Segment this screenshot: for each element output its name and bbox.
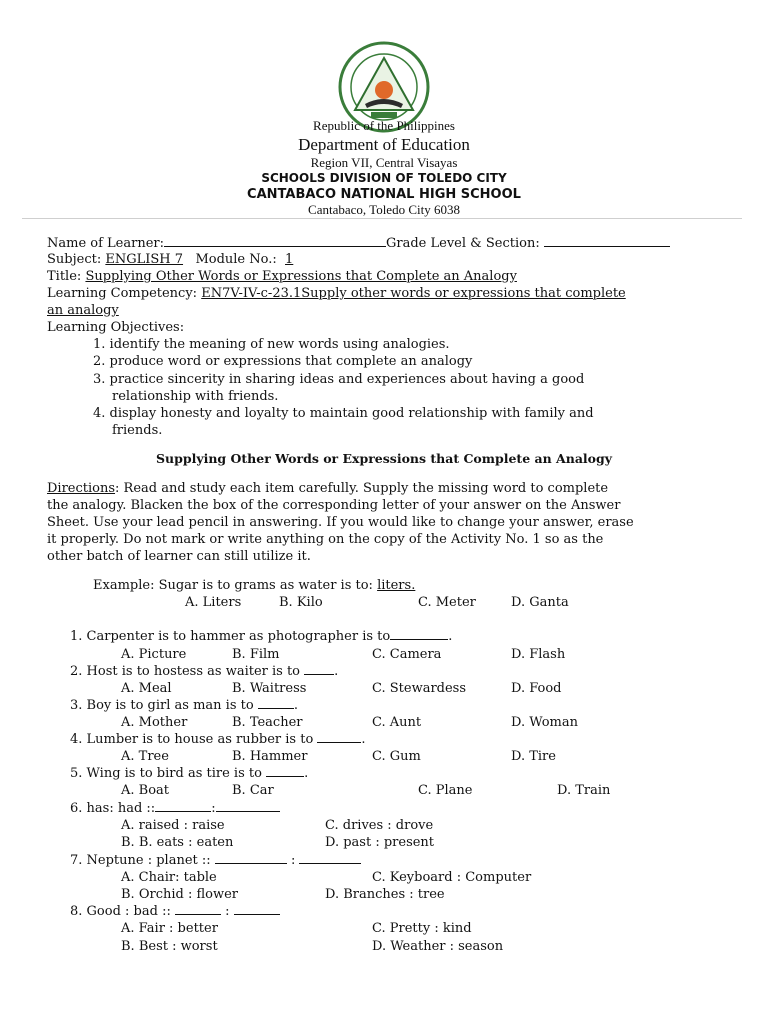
question-period: . — [448, 629, 453, 644]
choice-a: A. Meal — [121, 681, 172, 696]
question-2 — [70, 663, 338, 680]
choice-b: B. B. eats : eaten — [121, 835, 234, 850]
analogy-separator: : — [225, 904, 230, 919]
analogy-separator: : — [211, 801, 216, 816]
answer-blank[interactable] — [390, 628, 448, 640]
answer-blank[interactable] — [155, 800, 211, 812]
choice-c: C. Aunt — [372, 715, 422, 730]
question-5 — [70, 765, 308, 782]
question-7 — [70, 852, 361, 869]
example-choice-b: B. Kilo — [279, 595, 323, 610]
objective-item: 4. display honesty and loyalty to maintain good relationship with family and — [93, 406, 594, 421]
choice-a: A. Boat — [121, 783, 170, 798]
competency-row — [47, 285, 626, 302]
question-8 — [70, 903, 280, 920]
choice-b: B. Car — [232, 783, 274, 798]
section-title: Supplying Other Words or Expressions that Complete an Analogy — [155, 451, 613, 466]
choice-c: C. drives : drove — [325, 818, 434, 833]
choice-a: A. Chair: table — [121, 870, 217, 885]
choice-c: C. Pretty : kind — [372, 921, 472, 936]
choice-b: B. Hammer — [232, 749, 308, 764]
title-label: Title: — [47, 269, 82, 284]
choice-c: C. Stewardess — [372, 681, 467, 696]
question-3 — [70, 697, 298, 714]
analogy-separator: : — [290, 853, 296, 868]
answer-blank[interactable] — [317, 731, 361, 743]
competency-label: Learning Competency: — [47, 286, 198, 301]
choice-d: D. Tire — [511, 749, 556, 764]
answer-blank[interactable] — [266, 765, 304, 777]
question-period: . — [293, 698, 298, 713]
choice-a: A. raised : raise — [121, 818, 225, 833]
question-text: 5. Wing is to bird as tire is to — [70, 766, 262, 781]
title-value: Supplying Other Words or Expressions that Complete an Analogy — [85, 269, 517, 284]
title-row — [47, 268, 517, 285]
question-text: 2. Host is to hostess as waiter is to — [70, 664, 301, 679]
choice-d: D. Flash — [511, 647, 566, 662]
answer-blank[interactable] — [304, 663, 334, 675]
question-period: . — [361, 732, 366, 747]
header-division: SCHOOLS DIVISION OF TOLEDO CITY — [261, 171, 507, 185]
choice-d: D. Weather : season — [372, 939, 504, 954]
question-text: 6. has: had :: — [70, 801, 156, 816]
choice-c: C. Plane — [418, 783, 473, 798]
answer-blank[interactable] — [234, 903, 280, 915]
objectives-label: Learning Objectives: — [47, 320, 185, 335]
name-row — [47, 235, 670, 252]
name-label: Name of Learner: — [47, 236, 164, 251]
example-question: Example: Sugar is to grams as water is to: — [93, 578, 373, 593]
name-blank[interactable] — [164, 235, 386, 247]
choice-c: C. Camera — [372, 647, 442, 662]
module-label: Module No.: — [195, 252, 277, 267]
question-text: 8. Good : bad :: — [70, 904, 171, 919]
header-region: Region VII, Central Visayas — [310, 155, 458, 170]
directions-label: Directions — [47, 481, 116, 496]
answer-blank[interactable] — [216, 800, 280, 812]
question-text: 7. Neptune : planet :: — [70, 853, 211, 868]
subject-label: Subject: — [47, 252, 102, 267]
objective-item: 3. practice sincerity in sharing ideas and experiences about having a good — [93, 372, 585, 387]
directions-line: the analogy. Blacken the box of the corresponding letter of your answer on the Answer — [47, 498, 621, 513]
choice-c: C. Gum — [372, 749, 421, 764]
choice-a: A. Fair : better — [121, 921, 218, 936]
module-value: 1 — [285, 252, 294, 267]
header-address: Cantabaco, Toledo City 6038 — [308, 202, 460, 217]
example-choice-c: C. Meter — [418, 595, 476, 610]
choice-d: D. Food — [511, 681, 562, 696]
answer-blank[interactable] — [215, 852, 287, 864]
example-answer: liters. — [377, 578, 416, 593]
choice-d: D. Woman — [511, 715, 578, 730]
question-period: . — [304, 766, 309, 781]
question-text: 3. Boy is to girl as man is to — [70, 698, 254, 713]
objective-item-cont: relationship with friends. — [112, 389, 279, 404]
choice-d: D. Train — [557, 783, 611, 798]
choice-b: B. Film — [232, 647, 280, 662]
directions-line: Sheet. Use your lead pencil in answering. If you would like to change your answer, erase — [47, 515, 634, 530]
choice-b: B. Waitress — [232, 681, 307, 696]
subject-row — [47, 251, 293, 268]
directions-line: it properly. Do not mark or write anything on the copy of the Activity No. 1 so as the — [47, 532, 604, 547]
question-6 — [70, 800, 280, 817]
competency-value: EN7V-IV-c-23.1Supply other words or expressions that complete — [201, 286, 626, 301]
grade-blank[interactable] — [544, 235, 670, 247]
choice-b: B. Teacher — [232, 715, 303, 730]
header-republic: Republic of the Philippines — [313, 118, 455, 133]
example-choice-a: A. Liters — [185, 595, 242, 610]
example-choice-d: D. Ganta — [511, 595, 569, 610]
answer-blank[interactable] — [258, 697, 294, 709]
answer-blank[interactable] — [299, 852, 361, 864]
question-period: . — [334, 664, 339, 679]
objective-item: 2. produce word or expressions that complete an analogy — [93, 354, 473, 369]
grade-label: Grade Level & Section: — [386, 236, 540, 251]
objective-item: 1. identify the meaning of new words using analogies. — [93, 337, 450, 352]
choice-d: D. past : present — [325, 835, 435, 850]
choice-b: B. Best : worst — [121, 939, 218, 954]
choice-a: A. Picture — [121, 647, 187, 662]
objective-item-cont: friends. — [112, 423, 163, 438]
example-prompt — [93, 577, 415, 594]
choice-b: B. Orchid : flower — [121, 887, 238, 902]
answer-blank[interactable] — [175, 903, 221, 915]
choice-a: A. Mother — [121, 715, 188, 730]
directions-text: : Read and study each item carefully. Supply the missing word to complete — [115, 481, 609, 496]
header-school: CANTABACO NATIONAL HIGH SCHOOL — [247, 187, 521, 202]
choice-c: C. Keyboard : Computer — [372, 870, 532, 885]
competency-value-cont: an analogy — [47, 303, 119, 318]
directions-line — [47, 480, 608, 497]
choice-a: A. Tree — [121, 749, 169, 764]
header-department: Department of Education — [298, 135, 470, 154]
subject-value: ENGLISH 7 — [105, 252, 184, 267]
choice-d: D. Branches : tree — [325, 887, 445, 902]
question-text: 1. Carpenter is to hammer as photographer is to — [70, 629, 391, 644]
header-divider — [22, 218, 742, 219]
directions-line: other batch of learner can still utilize it. — [47, 549, 311, 564]
question-text: 4. Lumber is to house as rubber is to — [70, 732, 314, 747]
question-4 — [70, 731, 366, 748]
question-1 — [70, 628, 452, 645]
